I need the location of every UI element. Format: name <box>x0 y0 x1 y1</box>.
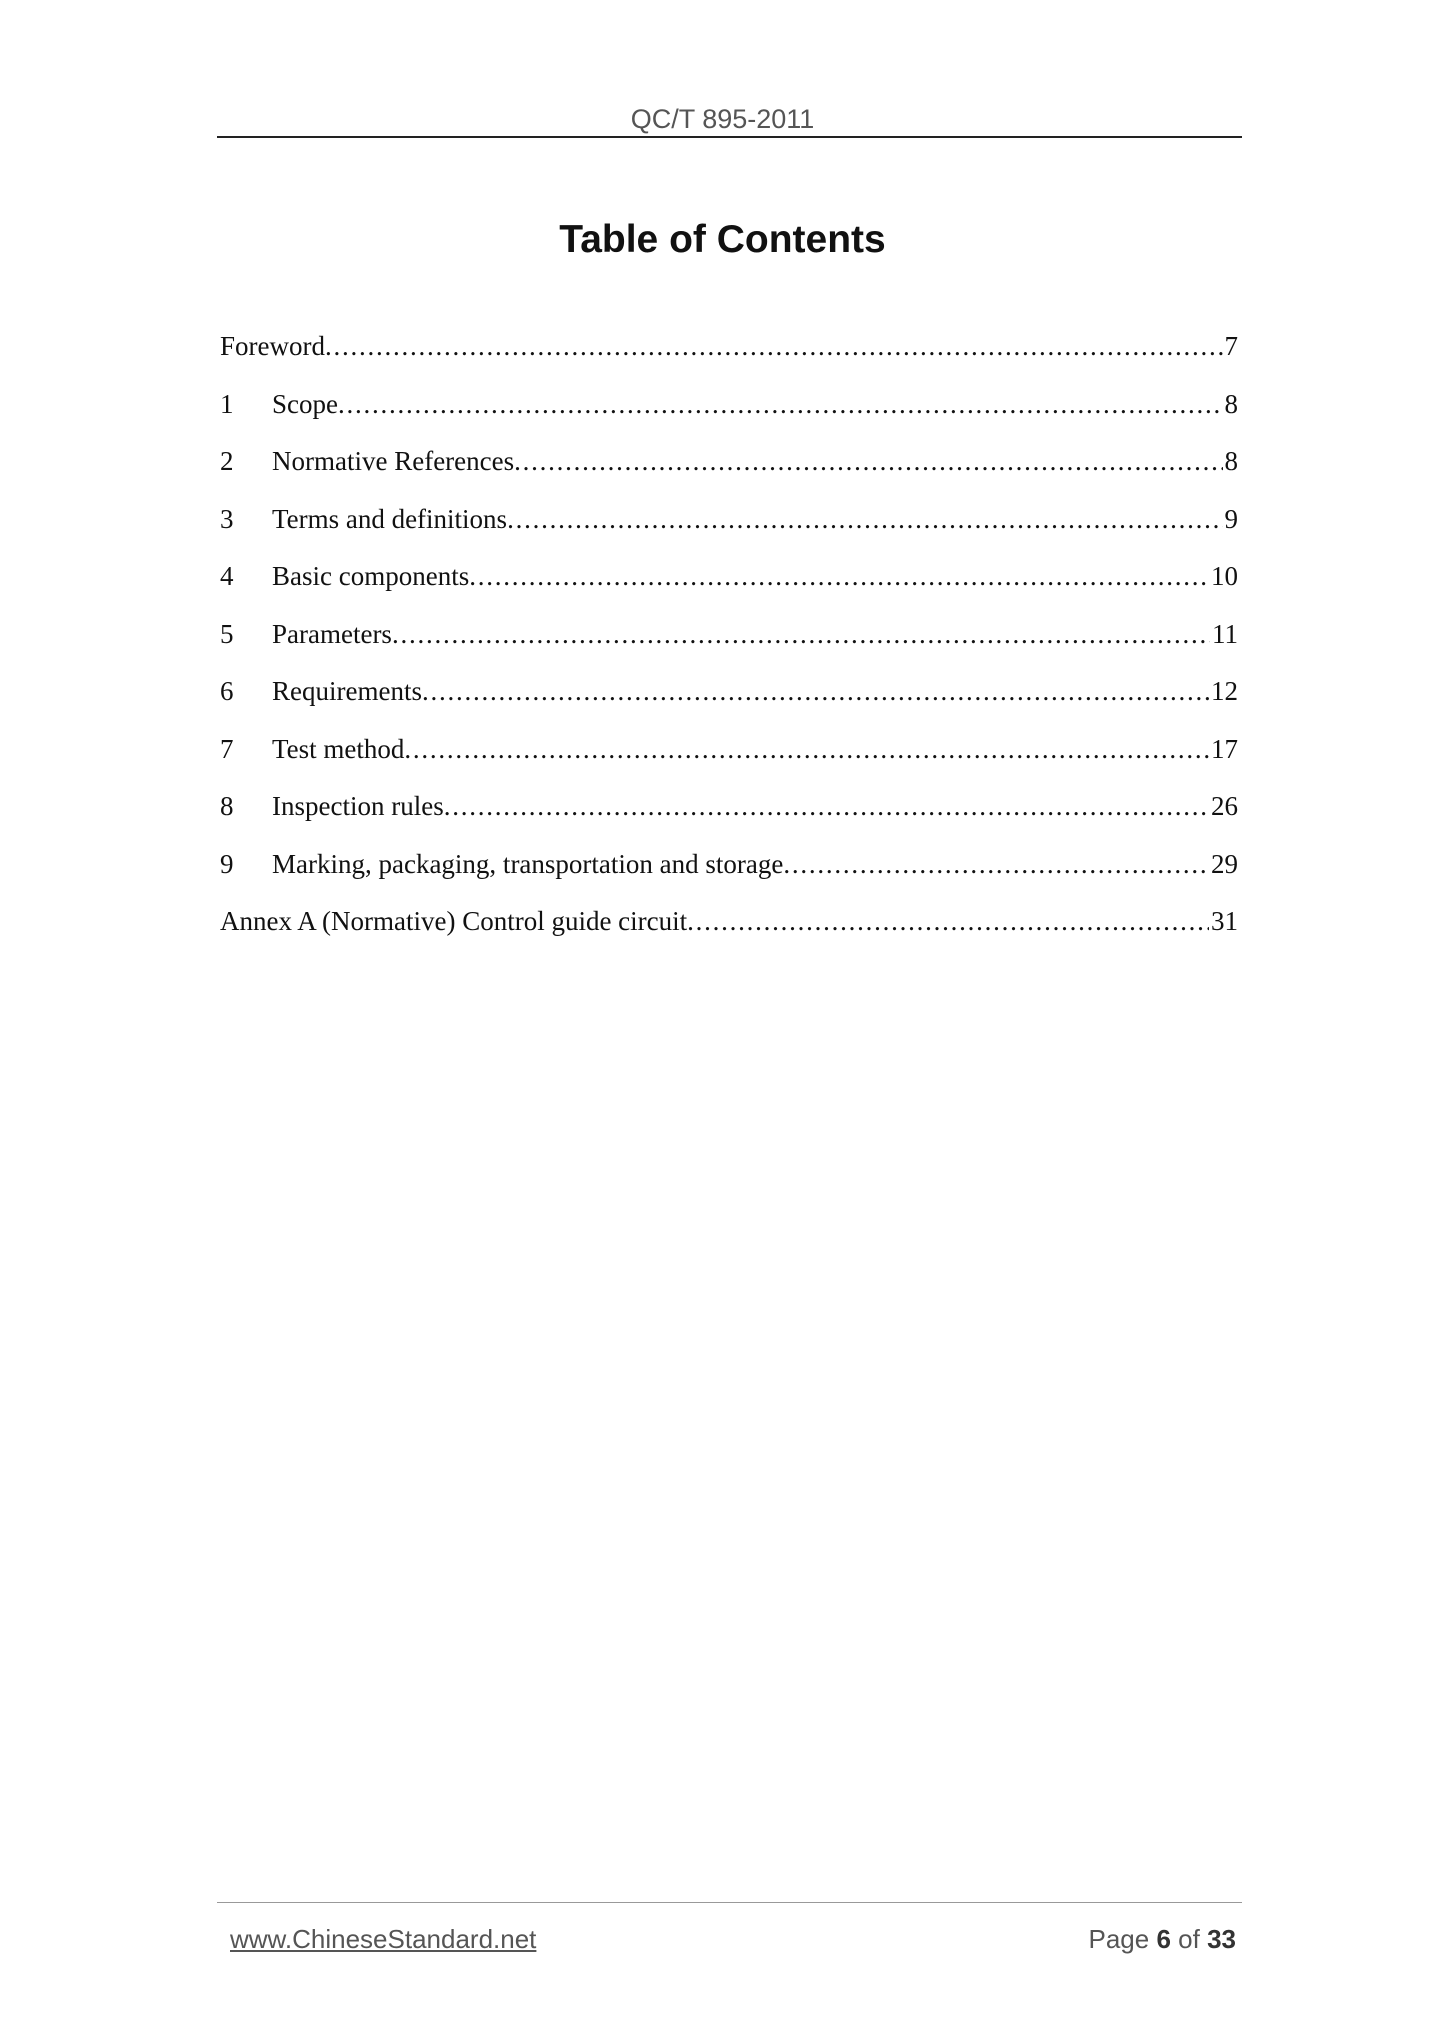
toc-entry-normative-references[interactable] <box>220 441 1238 499</box>
toc-entry-requirements[interactable] <box>220 671 1238 729</box>
toc-leader-dots <box>422 671 1209 711</box>
toc-entry-number: 5 <box>220 618 234 649</box>
header-doc-id: QC/T 895-2011 <box>630 104 815 134</box>
toc-leader-dots <box>687 901 1209 941</box>
toc-entry-number: 3 <box>220 503 234 534</box>
toc-leader-dots <box>469 556 1209 596</box>
toc-entry-label: Foreword <box>220 331 325 361</box>
toc-entry-page: 17 <box>1211 733 1238 764</box>
toc-entry-basic-components[interactable] <box>220 556 1238 614</box>
toc-entry-page: 26 <box>1211 791 1238 821</box>
toc-entry-foreword[interactable] <box>220 326 1238 384</box>
toc-entry-scope[interactable] <box>220 384 1238 442</box>
toc-entry-terms-and-definitions[interactable] <box>220 499 1238 557</box>
toc-entry-page: 11 <box>1212 618 1238 649</box>
toc-entry-page: 10 <box>1211 561 1238 591</box>
footer-divider <box>217 1902 1242 1903</box>
footer-current-page: 6 <box>1156 1924 1171 1954</box>
toc-entry-label: Scope <box>272 388 338 419</box>
footer-of-word: of <box>1178 1924 1200 1954</box>
toc-leader-dots <box>783 844 1209 884</box>
toc-entry-label: Parameters <box>272 618 392 649</box>
footer-total-pages: 33 <box>1207 1924 1236 1954</box>
toc-leader-dots <box>507 499 1222 539</box>
toc-entry-annex-a[interactable] <box>220 901 1238 959</box>
toc-entry-number: 8 <box>220 791 234 821</box>
toc-leader-dots <box>444 786 1209 826</box>
toc-entry-page: 8 <box>1224 388 1238 419</box>
toc-leader-dots <box>325 326 1223 366</box>
footer-page-indicator <box>1088 1923 1236 1955</box>
toc-entry-page: 12 <box>1211 676 1238 706</box>
header-divider <box>217 136 1242 138</box>
toc-entry-page: 8 <box>1224 446 1238 476</box>
toc-entry-number: 6 <box>220 676 234 706</box>
toc-entry-number: 1 <box>220 388 234 419</box>
page-title: Table of Contents <box>559 218 886 261</box>
toc-entry-label: Basic components <box>272 561 470 591</box>
footer-website-link[interactable]: www.ChineseStandard.net <box>230 1924 537 1954</box>
toc-entry-page: 31 <box>1211 906 1238 936</box>
toc-leader-dots <box>392 614 1210 654</box>
toc-entry-marking-packaging[interactable] <box>220 844 1238 902</box>
toc-entry-label: Terms and definitions <box>272 503 508 534</box>
toc-entry-number: 2 <box>220 446 234 476</box>
toc-entry-label: Normative References <box>272 446 515 476</box>
table-of-contents <box>220 326 1238 959</box>
toc-entry-inspection-rules[interactable] <box>220 786 1238 844</box>
toc-leader-dots <box>514 441 1222 481</box>
toc-entry-label: Marking, packaging, transportation and storage <box>272 848 784 879</box>
toc-entry-label: Annex A (Normative) Control guide circuit <box>220 906 688 936</box>
toc-leader-dots <box>404 729 1209 769</box>
toc-entry-page: 7 <box>1224 331 1238 361</box>
toc-entry-page: 29 <box>1211 848 1238 879</box>
toc-entry-parameters[interactable] <box>220 614 1238 672</box>
toc-entry-number: 9 <box>220 848 234 879</box>
toc-entry-label: Requirements <box>272 676 422 706</box>
toc-entry-page: 9 <box>1224 503 1238 534</box>
toc-leader-dots <box>338 384 1223 424</box>
toc-entry-label: Inspection rules <box>272 791 444 821</box>
toc-entry-label: Test method <box>272 733 405 764</box>
toc-entry-test-method[interactable] <box>220 729 1238 787</box>
toc-entry-number: 7 <box>220 733 234 764</box>
footer-page-word: Page <box>1088 1924 1150 1954</box>
toc-entry-number: 4 <box>220 561 234 591</box>
